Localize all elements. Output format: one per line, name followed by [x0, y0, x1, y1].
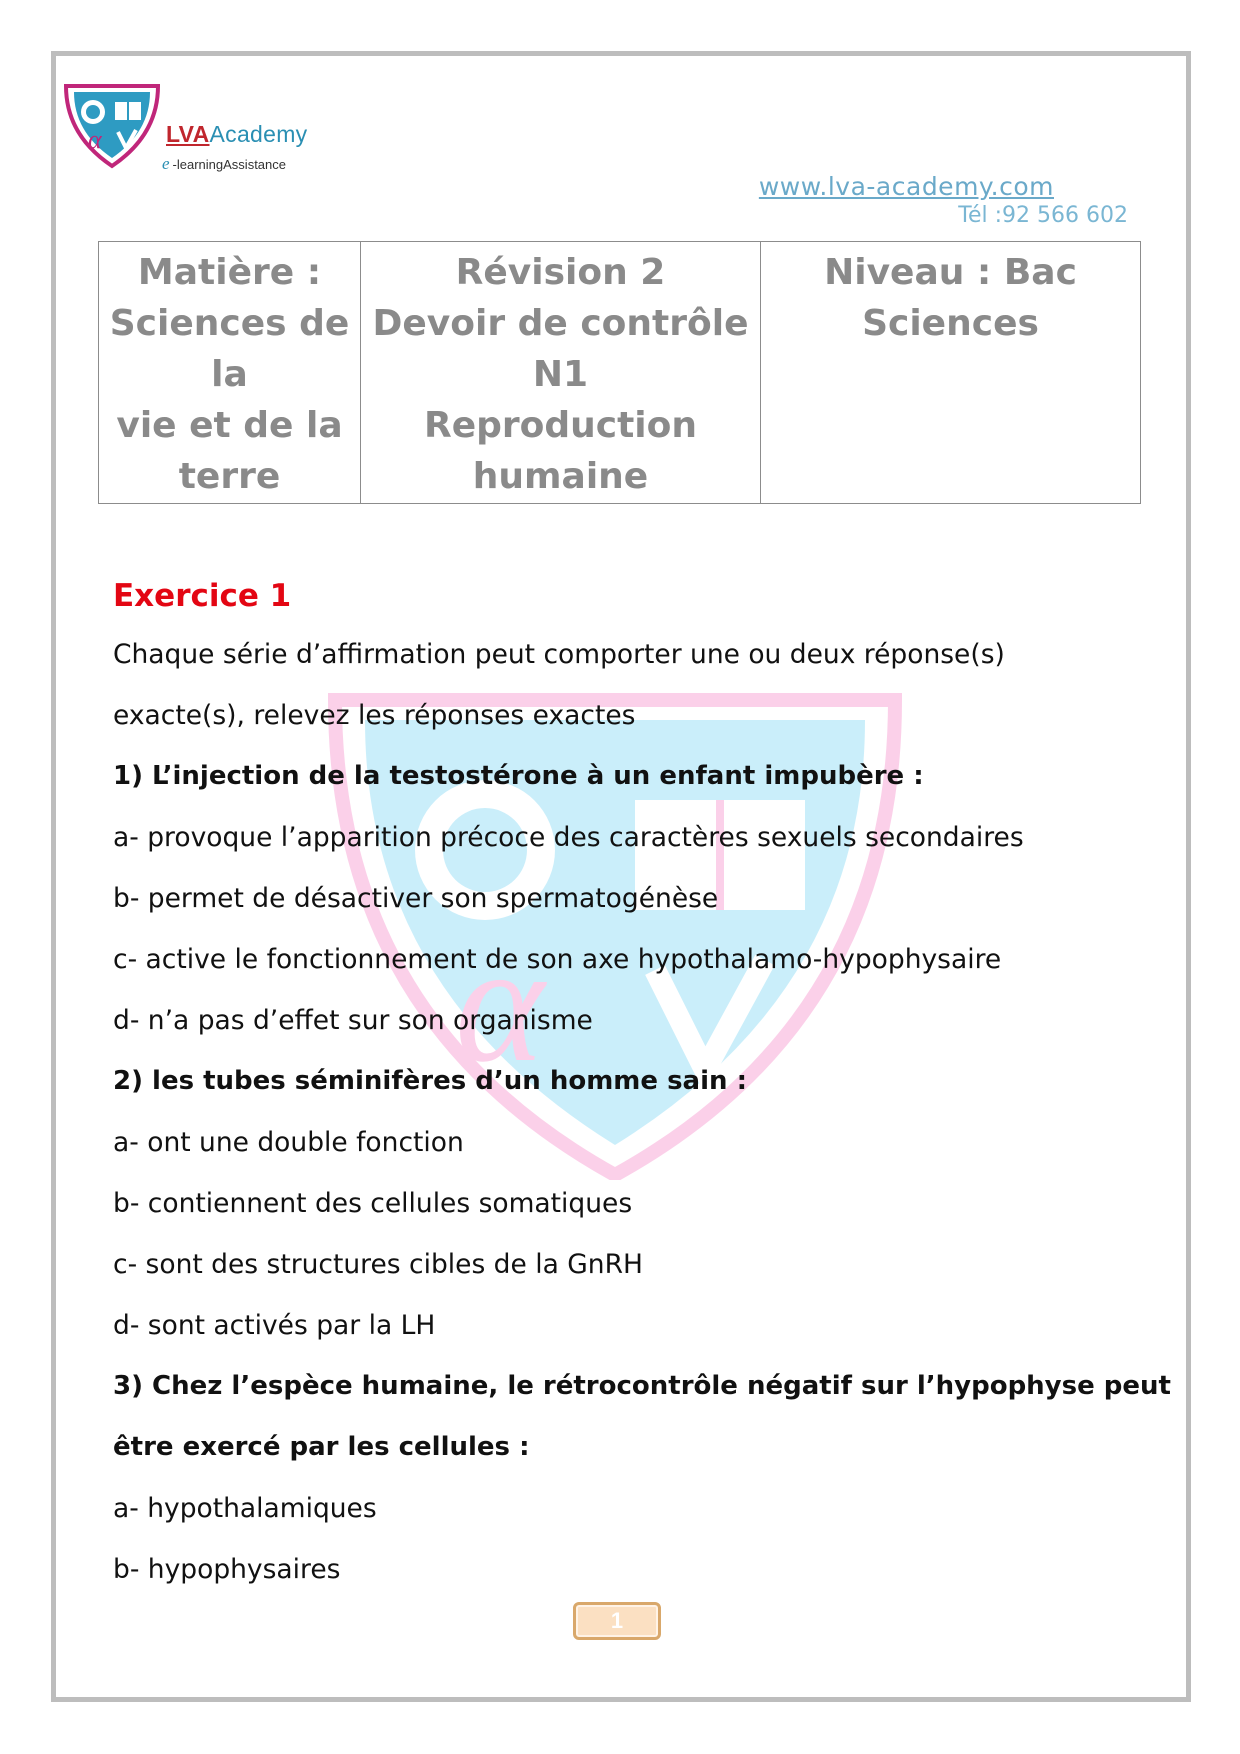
title-line: Révision 2 — [455, 252, 666, 293]
subject-line: Sciences de la — [109, 303, 350, 395]
exercise-title: Exercice 1 — [113, 578, 292, 614]
question-2-option: c- sont des structures cibles de la GnRH — [113, 1249, 643, 1280]
instruction-line: exacte(s), relevez les réponses exactes — [113, 700, 636, 731]
title-line: Reproduction humaine — [423, 405, 698, 497]
subject-line: terre — [178, 456, 281, 497]
brand-name: LVAAcademy — [166, 121, 308, 147]
question-2-option: d- sont activés par la LH — [113, 1310, 436, 1341]
question-1-prompt: 1) L’injection de la testostérone à un enfant impubère : — [113, 761, 924, 791]
info-table — [98, 241, 1141, 504]
website-link[interactable]: www.lva-academy.com — [758, 172, 1054, 201]
question-1-option: c- active le fonctionnement de son axe hypothalamo-hypophysaire — [113, 944, 1002, 975]
question-1-option: d- n’a pas d’effet sur son organisme — [113, 1005, 593, 1036]
svg-text:α: α — [455, 909, 545, 1097]
question-2-prompt: 2) les tubes séminifères d’un homme sain : — [113, 1066, 747, 1096]
brand-tagline: e -learningAssistance — [162, 154, 286, 173]
svg-text:α: α — [88, 125, 102, 154]
subject-cell — [99, 242, 361, 504]
subject-line: vie et de la — [116, 405, 343, 446]
instruction-line: Chaque série d’affirmation peut comporter une ou deux réponse(s) — [113, 639, 1005, 670]
question-1-option: a- provoque l’apparition précoce des caractères sexuels secondaires — [113, 822, 1024, 853]
question-2-option: b- contiennent des cellules somatiques — [113, 1188, 633, 1219]
lva-logo-icon — [58, 80, 168, 170]
question-2-option: a- ont une double fonction — [113, 1127, 464, 1158]
level-line: Niveau : Bac — [824, 252, 1077, 293]
question-3-option: a- hypothalamiques — [113, 1493, 377, 1524]
level-cell — [761, 242, 1141, 504]
page-number: 1 — [573, 1602, 661, 1640]
question-3-option: b- hypophysaires — [113, 1554, 341, 1585]
question-1-option: b- permet de désactiver son spermatogénèse — [113, 883, 719, 914]
title-cell — [361, 242, 761, 504]
level-line: Sciences — [862, 303, 1039, 344]
subject-line: Matière : — [137, 252, 322, 293]
question-3-prompt: 3) Chez l’espèce humaine, le rétrocontrôle négatif sur l’hypophyse peut — [113, 1371, 1171, 1401]
question-3-prompt: être exercé par les cellules : — [113, 1432, 530, 1462]
phone-number: Tél :92 566 602 — [958, 203, 1128, 228]
title-line: Devoir de contrôle N1 — [372, 303, 749, 395]
exercise-content — [113, 568, 1171, 1600]
